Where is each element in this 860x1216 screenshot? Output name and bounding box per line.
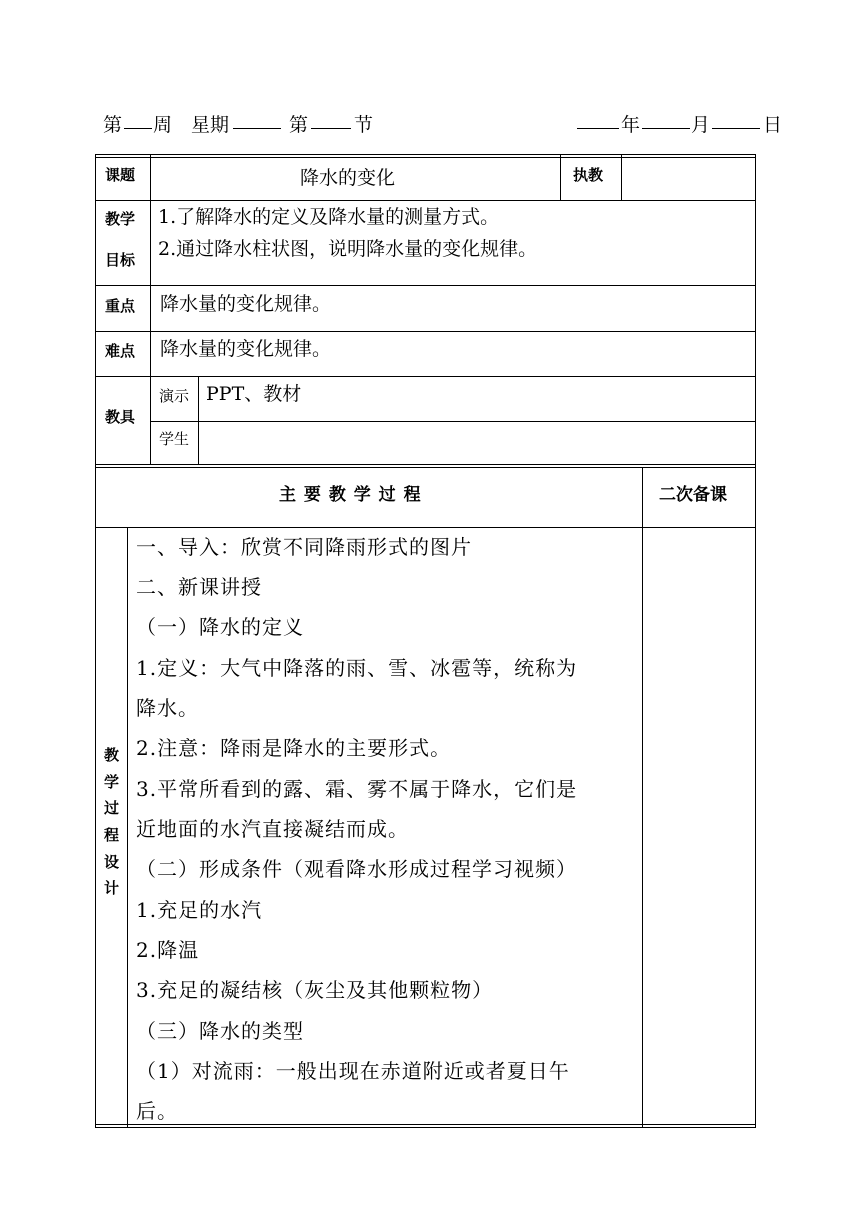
day-label: 日 — [763, 114, 783, 136]
process-line: （三）降水的类型 — [136, 1019, 304, 1043]
process-line: 2.注意：降雨是降水的主要形式。 — [136, 736, 452, 760]
demo-label: 演示 — [159, 387, 190, 405]
topic-value: 降水的变化 — [300, 167, 396, 189]
process-line: 近地面的水汽直接凝结而成。 — [136, 817, 409, 841]
design-label-char: 计 — [104, 879, 120, 897]
topic-label: 课题 — [105, 166, 136, 184]
design-label-char: 学 — [104, 773, 120, 791]
demo-value: PPT、教材 — [206, 383, 302, 405]
process-line: （二）形成条件（观看降水形成过程学习视频） — [136, 857, 577, 881]
col-divider — [642, 467, 643, 1128]
row-divider — [95, 527, 756, 528]
row-divider-double — [95, 467, 756, 468]
objective-1: 1.了解降水的定义及降水量的测量方式。 — [158, 206, 500, 228]
row-divider — [95, 285, 756, 286]
design-label-char: 教 — [104, 746, 120, 764]
row-divider — [95, 331, 756, 332]
difficulty-value: 降水量的变化规律。 — [160, 338, 332, 360]
design-label-char: 过 — [104, 799, 120, 817]
process-line: 3.充足的凝结核（灰尘及其他颗粒物） — [136, 978, 494, 1002]
week-blank — [124, 110, 152, 129]
key-point-value: 降水量的变化规律。 — [160, 293, 332, 315]
teacher-label: 执教 — [573, 166, 604, 184]
row-divider — [95, 376, 756, 377]
week-suffix: 周 — [153, 114, 173, 136]
objectives-label-2: 目标 — [105, 251, 136, 269]
table-top-inner-border — [95, 157, 756, 158]
process-line: 降水。 — [136, 696, 199, 720]
process-line: 后。 — [136, 1099, 178, 1123]
process-header: 主 要 教 学 过 程 — [279, 485, 422, 505]
label-column-divider — [150, 154, 151, 464]
tools-label: 教具 — [105, 408, 136, 426]
design-label-char: 设 — [104, 853, 120, 871]
col-divider — [560, 154, 561, 200]
difficulty-label: 难点 — [105, 342, 136, 360]
table-bottom-inner-border — [95, 1124, 756, 1125]
col-divider — [198, 376, 199, 464]
weekday-label: 星期 — [191, 114, 230, 136]
col-divider — [127, 527, 128, 1128]
period-suffix: 节 — [354, 114, 374, 136]
process-line: 1.充足的水汽 — [136, 898, 263, 922]
period-blank — [311, 110, 351, 129]
key-point-label: 重点 — [105, 297, 136, 315]
month-blank — [642, 110, 690, 129]
second-prep-header: 二次备课 — [659, 485, 727, 505]
period-prefix: 第 — [289, 114, 309, 136]
month-label: 月 — [691, 114, 711, 136]
process-line: 2.降温 — [136, 938, 200, 962]
year-blank — [577, 110, 619, 129]
process-line: （1）对流雨：一般出现在赤道附近或者夏日午 — [136, 1059, 570, 1083]
objective-2: 2.通过降水柱状图，说明降水量的变化规律。 — [158, 238, 538, 260]
process-line: 1.定义：大气中降落的雨、雪、冰雹等，统称为 — [136, 656, 578, 680]
process-line: 二、新课讲授 — [136, 575, 262, 599]
year-label: 年 — [621, 114, 641, 136]
col-divider — [621, 154, 622, 200]
process-line: 一、导入：欣赏不同降雨形式的图片 — [136, 535, 472, 559]
week-prefix: 第 — [103, 114, 123, 136]
objectives-label-1: 教学 — [105, 210, 136, 228]
row-divider — [150, 421, 756, 422]
process-line: （一）降水的定义 — [136, 615, 304, 639]
row-divider — [95, 200, 756, 201]
student-label: 学生 — [159, 430, 190, 448]
row-divider — [95, 464, 756, 465]
day-blank — [712, 110, 760, 129]
weekday-blank — [233, 110, 281, 129]
design-label-char: 程 — [104, 826, 120, 844]
process-line: 3.平常所看到的露、霜、雾不属于降水，它们是 — [136, 777, 578, 801]
